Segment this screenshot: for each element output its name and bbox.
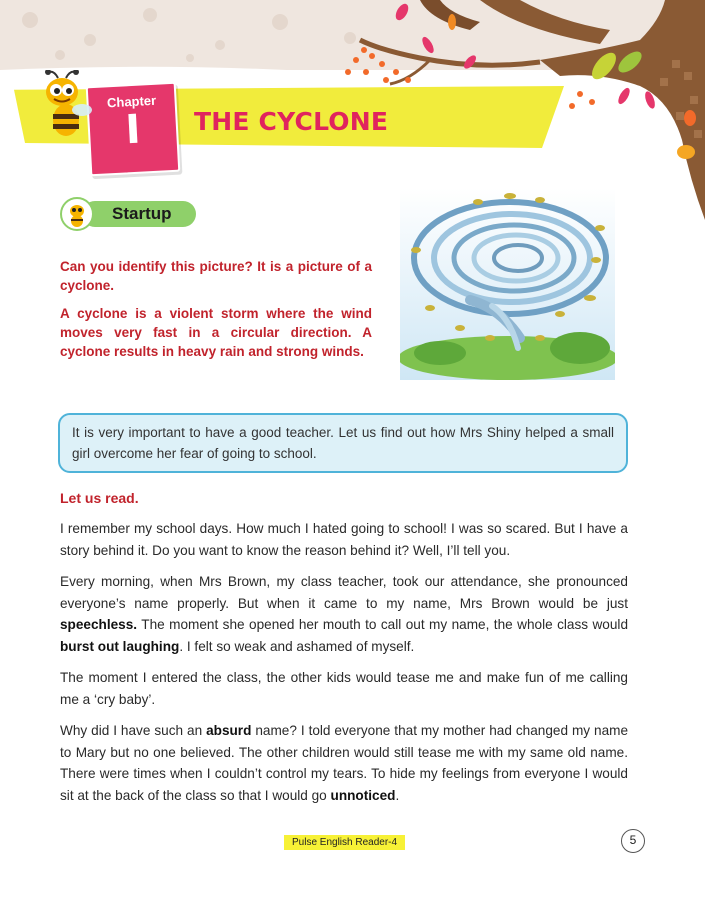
bee-icon (60, 197, 94, 231)
cyclone-illustration (400, 188, 615, 380)
chapter-badge (86, 82, 181, 177)
bee-mascot-icon (36, 70, 98, 146)
paragraph-4 (60, 720, 628, 806)
word-speechless: speechless. (60, 617, 138, 632)
chapter-label: Chapter (106, 92, 157, 111)
paragraph-2-part-c: The moment she opened her mouth to call out my name, the whole class would (137, 617, 628, 632)
paragraph-1: I remember my school days. How much I hated going to school! I was so scared. But I have a story behind it. Do you want to know the reason behind it? Well, I’ll tell you. (60, 521, 628, 558)
paragraph-2-part-a: Every morning, when Mrs Brown, my class teacher, took our attendance, she pronounced everyone’s name properly. But when it came to my name, Mrs Brown would be just (60, 574, 628, 611)
phrase-burst-out-laughing: burst out laughing (60, 638, 180, 654)
read-heading: Let us read. (60, 490, 139, 506)
word-absurd: absurd (206, 723, 252, 738)
paragraph-2-part-e: . I felt so weak and ashamed of myself. (179, 638, 415, 654)
startup-text: Startup (112, 204, 172, 223)
paragraph-3: The moment I entered the class, the other kids would tease me and make fun of me calling me a ‘cry baby’. (60, 670, 628, 707)
intro-question: Can you identify this picture? It is a picture of a cyclone. (60, 259, 372, 293)
footer-book-title: Pulse English Reader-4 (284, 835, 405, 850)
word-unnoticed: unnoticed (330, 787, 396, 803)
intro-definition: A cyclone is a violent storm where the wind moves very fast in a circular direction. A cyclone results in heavy rain and strong winds. (60, 306, 372, 359)
paragraph-4-part-e: . (395, 787, 400, 803)
paragraph-4-part-c: name? I told everyone that my mother had changed my name to Mary but no one believed. The other children would still tease me with my same old name. There were times when I couldn’t control my tears. To hide my feelings from everyone I would sit at the back of the class so that I would go (60, 723, 629, 803)
chapter-title: THE CYCLONE (194, 107, 389, 136)
page-number: 5 (621, 829, 645, 853)
paragraph-4-part-a: Why did I have such an (60, 723, 207, 738)
paragraph-2 (60, 571, 628, 657)
chapter-number: I (124, 106, 142, 154)
startup-label (60, 197, 198, 231)
info-box: It is very important to have a good teacher. Let us find out how Mrs Shiny helped a small girl overcome her fear of going to school. (58, 413, 628, 473)
